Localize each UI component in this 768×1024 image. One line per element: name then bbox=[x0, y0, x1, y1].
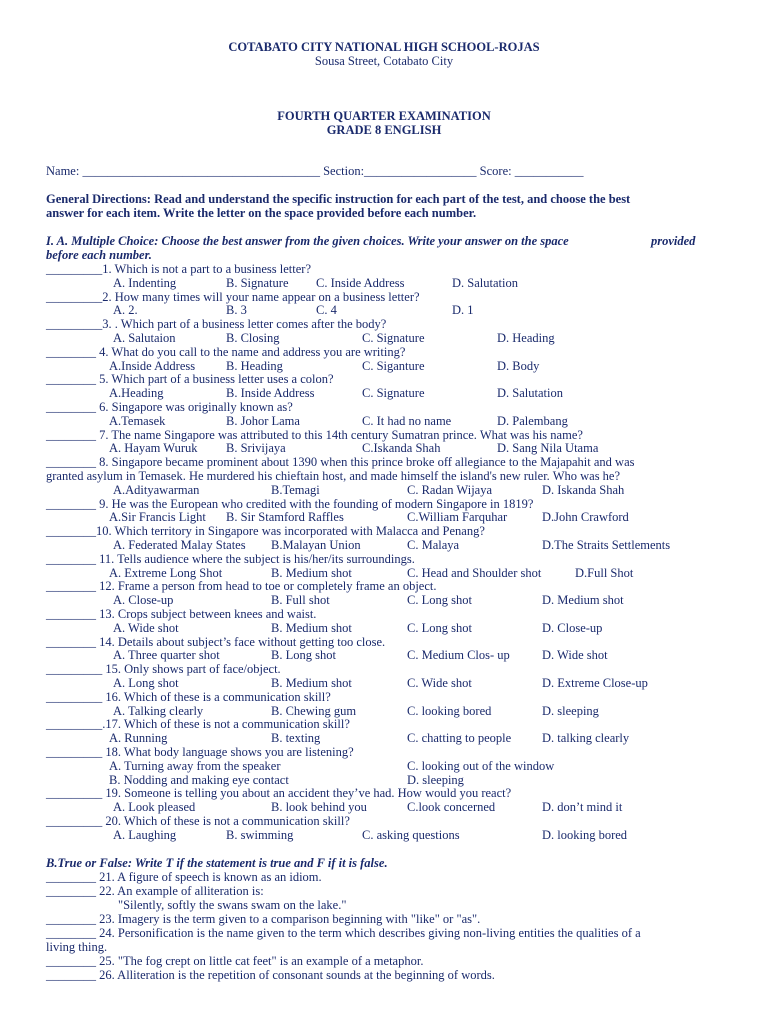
question-13-option-a: A. Wide shot bbox=[113, 620, 179, 635]
part1-heading-tail: provided bbox=[651, 234, 696, 248]
question-3: _________3. . Which part of a business letter comes after the body? bbox=[46, 317, 387, 332]
question-19-option-d: D. don’t mind it bbox=[542, 800, 623, 815]
school-address: Sousa Street, Cotabato City bbox=[314, 54, 454, 68]
question-12-option-c: C. Long shot bbox=[407, 593, 472, 608]
question-1-option-b: B. Signature bbox=[226, 275, 289, 290]
question-19-option-b: B. look behind you bbox=[271, 800, 367, 815]
question-14-option-a: A. Three quarter shot bbox=[113, 648, 220, 663]
question-16-option-d: D. sleeping bbox=[542, 703, 599, 718]
question-20-option-a: A. Laughing bbox=[113, 827, 177, 842]
question-7-option-a: A. Hayam Wuruk bbox=[109, 441, 198, 456]
question-17-option-a: A. Running bbox=[109, 731, 168, 746]
question-18-option-d: D. sleeping bbox=[407, 772, 464, 787]
question-14-option-c: C. Medium Clos- up bbox=[407, 648, 510, 663]
question-1-option-d: D. Salutation bbox=[452, 275, 518, 290]
question-8-option-b: B.Temagi bbox=[271, 482, 320, 497]
question-7: ________ 7. The name Singapore was attributed to this 14th century Sumatran prince. What was his name? bbox=[46, 427, 583, 442]
question-11-option-b: B. Medium shot bbox=[271, 565, 352, 580]
question-6-option-d: D. Palembang bbox=[497, 413, 568, 428]
question-9: ________ 9. He was the European who credited with the founding of modern Singapore in 1819? bbox=[46, 496, 534, 511]
question-5-option-d: D. Salutation bbox=[497, 386, 563, 401]
directions-line-2: answer for each item. Write the letter on the space provided before each number. bbox=[46, 206, 477, 220]
question-2-option-c: C. 4 bbox=[316, 303, 337, 318]
question-10: ________10. Which territory in Singapore was incorporated with Malacca and Penang? bbox=[46, 524, 485, 539]
question-15-option-d: D. Extreme Close-up bbox=[542, 676, 648, 690]
question-8-option-a: A.Adityawarman bbox=[113, 482, 200, 497]
question-17-option-d: D. talking clearly bbox=[542, 731, 630, 746]
tf-item-24: ________ 24. Personification is the name given to the term which describes giving non-living entities the qualities of a bbox=[46, 926, 641, 940]
question-17-option-b: B. texting bbox=[271, 731, 321, 746]
question-16-option-b: B. Chewing gum bbox=[271, 703, 357, 718]
question-3-option-d: D. Heading bbox=[497, 331, 555, 345]
question-15: _________ 15. Only shows part of face/object. bbox=[46, 662, 281, 677]
question-1-option-a: A. Indenting bbox=[113, 275, 177, 290]
question-13-option-b: B. Medium shot bbox=[271, 620, 352, 635]
question-12-option-a: A. Close-up bbox=[113, 593, 174, 608]
question-9-option-a: A.Sir Francis Light bbox=[109, 510, 206, 525]
part1-heading-line2: before each number. bbox=[46, 248, 152, 262]
question-18-option-a: A. Turning away from the speaker bbox=[109, 758, 281, 773]
question-14: ________ 14. Details about subject’s face without getting too close. bbox=[46, 634, 386, 649]
question-1: _________1. Which is not a part to a business letter? bbox=[46, 262, 311, 276]
tf-item-21: ________ 21. A figure of speech is known as an idiom. bbox=[46, 870, 322, 884]
question-3-option-b: B. Closing bbox=[226, 331, 280, 345]
question-4-option-d: D. Body bbox=[497, 358, 540, 373]
tf-item-24-cont: living thing. bbox=[46, 940, 108, 954]
tf-item-23: ________ 23. Imagery is the term given to a comparison beginning with "like" or "as". bbox=[46, 912, 481, 926]
question-12: ________ 12. Frame a person from head to toe or completely frame an object. bbox=[46, 579, 437, 594]
tf-item-26: ________ 26. Alliteration is the repetition of consonant sounds at the beginning of words. bbox=[46, 968, 495, 982]
question-4: ________ 4. What do you call to the name and address you are writing? bbox=[46, 344, 406, 359]
question-8: ________ 8. Singapore became prominent about 1390 when this prince broke off allegiance to the Majapahit and was bbox=[46, 455, 635, 470]
question-5-option-c: C. Signature bbox=[362, 386, 425, 401]
question-11: ________ 11. Tells audience where the subject is his/her/its surroundings. bbox=[46, 551, 415, 566]
question-19-option-a: A. Look pleased bbox=[113, 800, 196, 815]
question-15-option-a: A. Long shot bbox=[113, 676, 179, 690]
question-5-option-b: B. Inside Address bbox=[226, 386, 315, 401]
tf-item-22: ________ 22. An example of alliteration is: bbox=[46, 884, 264, 898]
tf-item-22-example: "Silently, softly the swans swam on the lake." bbox=[118, 898, 347, 912]
question-3-option-a: A. Salutaion bbox=[113, 331, 176, 345]
question-17-option-c: C. chatting to people bbox=[407, 731, 512, 746]
question-13: ________ 13. Crops subject between knees and waist. bbox=[46, 607, 317, 621]
directions-line-1: General Directions: Read and understand the specific instruction for each part of the test, and choose the best bbox=[46, 192, 631, 206]
school-name: COTABATO CITY NATIONAL HIGH SCHOOL-ROJAS bbox=[228, 40, 540, 54]
question-19-option-c: C.look concerned bbox=[407, 800, 496, 815]
question-8-cont: granted asylum in Temasek. He murdered his chieftain host, and made himself the island's new ruler. Who was he? bbox=[46, 469, 621, 483]
question-9-option-b: B. Sir Stamford Raffles bbox=[226, 510, 344, 525]
question-19: _________ 19. Someone is telling you about an accident they’ve had. How would you react? bbox=[46, 786, 512, 801]
question-10-option-b: B.Malayan Union bbox=[271, 538, 361, 552]
question-15-option-c: C. Wide shot bbox=[407, 676, 472, 690]
question-20-option-c: C. asking questions bbox=[362, 827, 460, 842]
question-4-option-b: B. Heading bbox=[226, 358, 283, 373]
question-2: _________2. How many times will your name appear on a business letter? bbox=[46, 289, 420, 304]
question-9-option-c: C.William Farquhar bbox=[407, 510, 508, 525]
question-11-option-d: D.Full Shot bbox=[575, 565, 634, 580]
question-18-option-b: B. Nodding and making eye contact bbox=[109, 772, 289, 787]
part1-heading: I. A. Multiple Choice: Choose the best answer from the given choices. Write your answer on the space bbox=[46, 234, 569, 248]
question-12-option-d: D. Medium shot bbox=[542, 593, 624, 608]
question-17: _________.17. Which of these is not a communication skill? bbox=[46, 717, 350, 732]
question-16-option-c: C. looking bored bbox=[407, 703, 492, 718]
question-10-option-d: D.The Straits Settlements bbox=[542, 538, 671, 552]
question-10-option-c: C. Malaya bbox=[407, 538, 460, 552]
question-20: _________ 20. Which of these is not a communication skill? bbox=[46, 814, 350, 828]
question-1-option-c: C. Inside Address bbox=[316, 275, 405, 290]
question-7-option-c: C.Iskanda Shah bbox=[362, 441, 441, 456]
question-10-option-a: A. Federated Malay States bbox=[113, 538, 246, 552]
question-2-option-a: A. 2. bbox=[113, 303, 138, 318]
question-4-option-a: A.Inside Address bbox=[109, 358, 196, 373]
question-6: ________ 6. Singapore was originally known as? bbox=[46, 400, 293, 414]
question-11-option-a: A. Extreme Long Shot bbox=[109, 565, 223, 580]
question-12-option-b: B. Full shot bbox=[271, 593, 330, 608]
question-18-option-c: C. looking out of the window bbox=[407, 758, 555, 773]
question-16-option-a: A. Talking clearly bbox=[113, 703, 204, 718]
question-3-option-c: C. Signature bbox=[362, 331, 425, 345]
question-7-option-b: B. Srivijaya bbox=[226, 441, 286, 456]
question-4-option-c: C. Siganture bbox=[362, 358, 425, 373]
question-13-option-c: C. Long shot bbox=[407, 620, 472, 635]
question-13-option-d: D. Close-up bbox=[542, 620, 603, 635]
question-15-option-b: B. Medium shot bbox=[271, 676, 352, 690]
student-info-line: Name: ______________________________________ Section:__________________ Score: ___________ bbox=[46, 164, 584, 178]
question-16: _________ 16. Which of these is a communication skill? bbox=[46, 689, 331, 704]
question-20-option-b: B. swimming bbox=[226, 827, 294, 842]
question-14-option-d: D. Wide shot bbox=[542, 648, 608, 663]
question-9-option-d: D.John Crawford bbox=[542, 510, 629, 525]
question-5-option-a: A.Heading bbox=[109, 386, 164, 401]
question-8-option-c: C. Radan Wijaya bbox=[407, 482, 493, 497]
exam-title: FOURTH QUARTER EXAMINATION bbox=[277, 109, 491, 123]
question-7-option-d: D. Sang Nila Utama bbox=[497, 441, 599, 456]
question-5: ________ 5. Which part of a business letter uses a colon? bbox=[46, 372, 334, 387]
question-6-option-b: B. Johor Lama bbox=[226, 413, 300, 428]
question-2-option-d: D. 1 bbox=[452, 303, 474, 318]
part2-heading: B.True or False: Write T if the statement is true and F if it is false. bbox=[46, 856, 388, 870]
question-11-option-c: C. Head and Shoulder shot bbox=[407, 565, 542, 580]
question-6-option-c: C. It had no name bbox=[362, 413, 452, 428]
question-18: _________ 18. What body language shows you are listening? bbox=[46, 745, 354, 759]
question-20-option-d: D. looking bored bbox=[542, 827, 628, 842]
question-2-option-b: B. 3 bbox=[226, 303, 247, 318]
tf-item-25: ________ 25. "The fog crept on little cat feet" is an example of a metaphor. bbox=[46, 954, 424, 968]
question-14-option-b: B. Long shot bbox=[271, 648, 336, 663]
grade-title: GRADE 8 ENGLISH bbox=[326, 123, 442, 137]
question-8-option-d: D. Iskanda Shah bbox=[542, 482, 625, 497]
question-6-option-a: A.Temasek bbox=[109, 413, 166, 428]
